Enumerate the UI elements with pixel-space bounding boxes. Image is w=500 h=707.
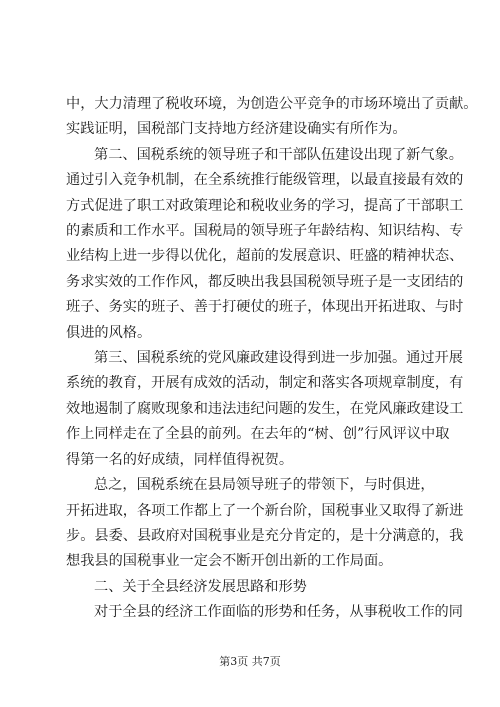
section-heading <box>66 575 456 600</box>
text-line: 方式促进了职工对政策理论和税收业务的学习，提高了干部职工 <box>66 197 464 214</box>
paragraph <box>66 473 464 575</box>
text-line: 第三、国税系统的党风廉政建设得到进一步加强。通过开展 <box>94 350 463 367</box>
text-line: 开拓进取，各项工作都上了一个新台阶，国税事业又取得了新进 <box>66 502 464 519</box>
text-line: 业结构上进一步得以优化，超前的发展意识、旺盛的精神状态、 <box>66 248 464 265</box>
text-line: 步。县委、县政府对国税事业是充分肯定的，是十分满意的，我 <box>66 527 464 544</box>
paragraph <box>66 143 464 346</box>
paragraph <box>66 92 478 143</box>
text-line: 二、关于全县经济发展思路和形势 <box>94 578 307 595</box>
text-line: 对于全县的经济工作面临的形势和任务，从事税收工作的同 <box>94 604 463 621</box>
text-line: 务求实效的工作作风，都反映出我县国税领导班子是一支团结的 <box>66 273 464 290</box>
text-line: 想我县的国税事业一定会不断开创出新的工作局面。 <box>66 553 393 570</box>
paragraph <box>66 346 464 473</box>
text-line: 得第一名的好成绩，同样值得祝贺。 <box>66 451 294 468</box>
text-line: 效地遏制了腐败现象和违法违纪问题的发生，在党风廉政建设工 <box>66 400 464 417</box>
text-line: 通过引入竞争机制，在全系统推行能级管理，以最直接最有效的 <box>66 172 464 189</box>
text-line: 总之，国税系统在县局领导班子的带领下，与时俱进， <box>94 477 435 494</box>
paragraph <box>66 600 463 625</box>
text-line: 班子、务实的班子、善于打硬仗的班子，体现出开拓进取、与时 <box>66 299 464 316</box>
text-line: 系统的教育，开展有成效的活动，制定和落实各项规章制度，有 <box>66 375 464 392</box>
text-line: 第二、国税系统的领导班子和干部队伍建设出现了新气象。 <box>94 146 463 163</box>
text-line: 俱进的风格。 <box>66 324 152 341</box>
text-line: 实践证明，国税部门支持地方经济建设确实有所作为。 <box>66 121 407 138</box>
text-line: 中，大力清理了税收环境，为创造公平竞争的市场环境出了贡献。 <box>66 96 478 112</box>
page-number-footer: 第3页 共7页 <box>219 655 281 668</box>
document-body <box>66 92 478 626</box>
text-line: 作上同样走在了全县的前列。在去年的“树、创”行风评议中取 <box>66 426 450 443</box>
text-line: 的素质和工作水平。国税局的领导班子年龄结构、知识结构、专 <box>66 223 464 240</box>
